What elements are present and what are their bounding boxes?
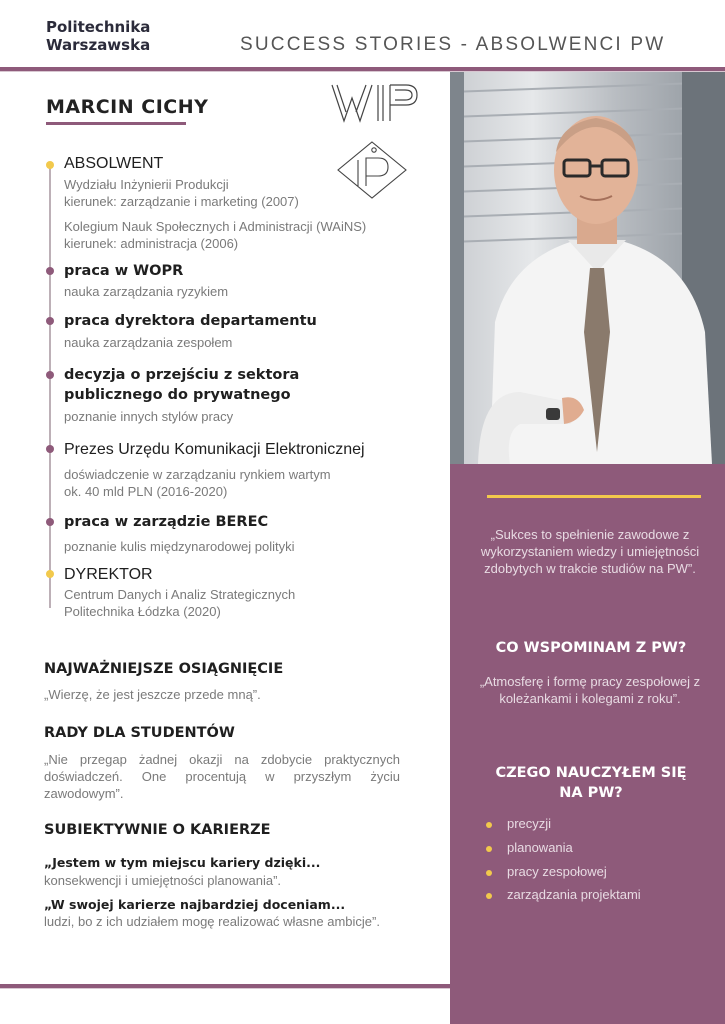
advice-text: „Nie przegap żadnej okazji na zdobycie praktycznych doświadczeń. One procentują w przyszłym życiu zawodowym”. (44, 752, 400, 801)
career-quote-2-lead: „W swojej karierze najbardziej doceniam... (44, 897, 346, 912)
wip-logo-text: WIP (330, 82, 332, 83)
timeline-title: ABSOLWENT (64, 155, 164, 172)
wip-faculty-logo (330, 82, 420, 124)
advice-title: RADY DLA STUDENTÓW (44, 725, 235, 741)
bullet-icon (486, 870, 492, 876)
learned-item: precyzji (486, 816, 551, 831)
timeline-detail: nauka zarządzania zespołem (64, 335, 233, 350)
timeline-dot (46, 518, 54, 526)
achievement-text: „Wierzę, że jest jeszcze przede mną”. (44, 687, 261, 702)
learned-item: zarządzania projektami (486, 887, 641, 902)
timeline-title: praca w zarządzie BEREC (64, 514, 269, 530)
career-title: SUBIEKTYWNIE O KARIERZE (44, 822, 271, 838)
page-header-title: SUCCESS STORIES - ABSOLWENCI PW (240, 34, 666, 55)
bullet-icon (486, 893, 492, 899)
timeline-detail: nauka zarządzania ryzykiem (64, 284, 229, 299)
panel-gold-rule (487, 495, 701, 498)
ip-faculty-logo (336, 140, 408, 200)
timeline-title: DYREKTOR (64, 566, 153, 583)
name-underline (46, 122, 186, 125)
timeline-dot (46, 267, 54, 275)
career-quote-1-text: konsekwencji i umiejętności planowania”. (44, 873, 282, 888)
timeline-title: publicznego do prywatnego (64, 387, 291, 403)
remember-text: „Atmosferę i formę pracy zespołowej z koleżankami i kolegami z roku”. (479, 674, 701, 706)
timeline-detail: Centrum Danych i Analiz Strategicznych (64, 587, 296, 602)
timeline-detail: kierunek: zarządzanie i marketing (2007) (64, 194, 299, 209)
timeline-dot (46, 570, 54, 578)
footer-divider-light (0, 988, 450, 989)
timeline-detail: poznanie innych stylów pracy (64, 409, 234, 424)
timeline-title: Prezes Urzędu Komunikacji Elektronicznej (64, 441, 365, 458)
timeline-detail: kierunek: administracja (2006) (64, 236, 239, 251)
learned-title-line-2: NA PW? (559, 785, 623, 801)
portrait-photo (450, 72, 725, 464)
university-logo (46, 18, 150, 54)
logo-line-2: Warszawska (46, 36, 151, 54)
logo-line-1: Politechnika (46, 18, 151, 36)
learned-title-line-1: CZEGO NAUCZYŁEM SIĘ (495, 765, 687, 781)
timeline-detail: Politechnika Łódzka (2020) (64, 604, 221, 619)
learned-item: planowania (486, 840, 573, 855)
timeline-title: decyzja o przejściu z sektora (64, 367, 300, 383)
timeline-dot (46, 161, 54, 169)
timeline-line (49, 168, 51, 608)
timeline-title: praca w WOPR (64, 263, 184, 279)
portrait-illustration (450, 72, 725, 464)
remember-title: CO WSPOMINAM Z PW? (495, 640, 687, 656)
career-quote-2-text: ludzi, bo z ich udziałem mogę realizować własne ambicje”. (44, 914, 380, 929)
ip-logo-text: IP (336, 140, 337, 141)
timeline-title: praca dyrektora departamentu (64, 313, 317, 329)
timeline-dot (46, 317, 54, 325)
timeline-dot (46, 445, 54, 453)
bullet-icon (486, 846, 492, 852)
timeline-detail: Wydziału Inżynierii Produkcji (64, 177, 229, 192)
bullet-icon (486, 822, 492, 828)
timeline-detail: ok. 40 mld PLN (2016-2020) (64, 484, 228, 499)
achievement-title: NAJWAŻNIEJSZE OSIĄGNIĘCIE (44, 661, 284, 677)
person-name: MARCIN CICHY (46, 96, 209, 118)
timeline-detail: Kolegium Nauk Społecznych i Administracji (WAiNS) (64, 219, 367, 234)
timeline-dot (46, 371, 54, 379)
career-quote-1-lead: „Jestem w tym miejscu kariery dzięki... (44, 855, 321, 870)
timeline-detail: poznanie kulis międzynarodowej polityki (64, 539, 295, 554)
learned-item: pracy zespołowej (486, 864, 607, 879)
success-quote: „Sukces to spełnienie zawodowe z wykorzystaniem wiedzy i umiejętności zdobytych w trakcie studiów na PW”. (480, 527, 700, 576)
timeline-detail: doświadczenie w zarządzaniu rynkiem wartym (64, 467, 331, 482)
